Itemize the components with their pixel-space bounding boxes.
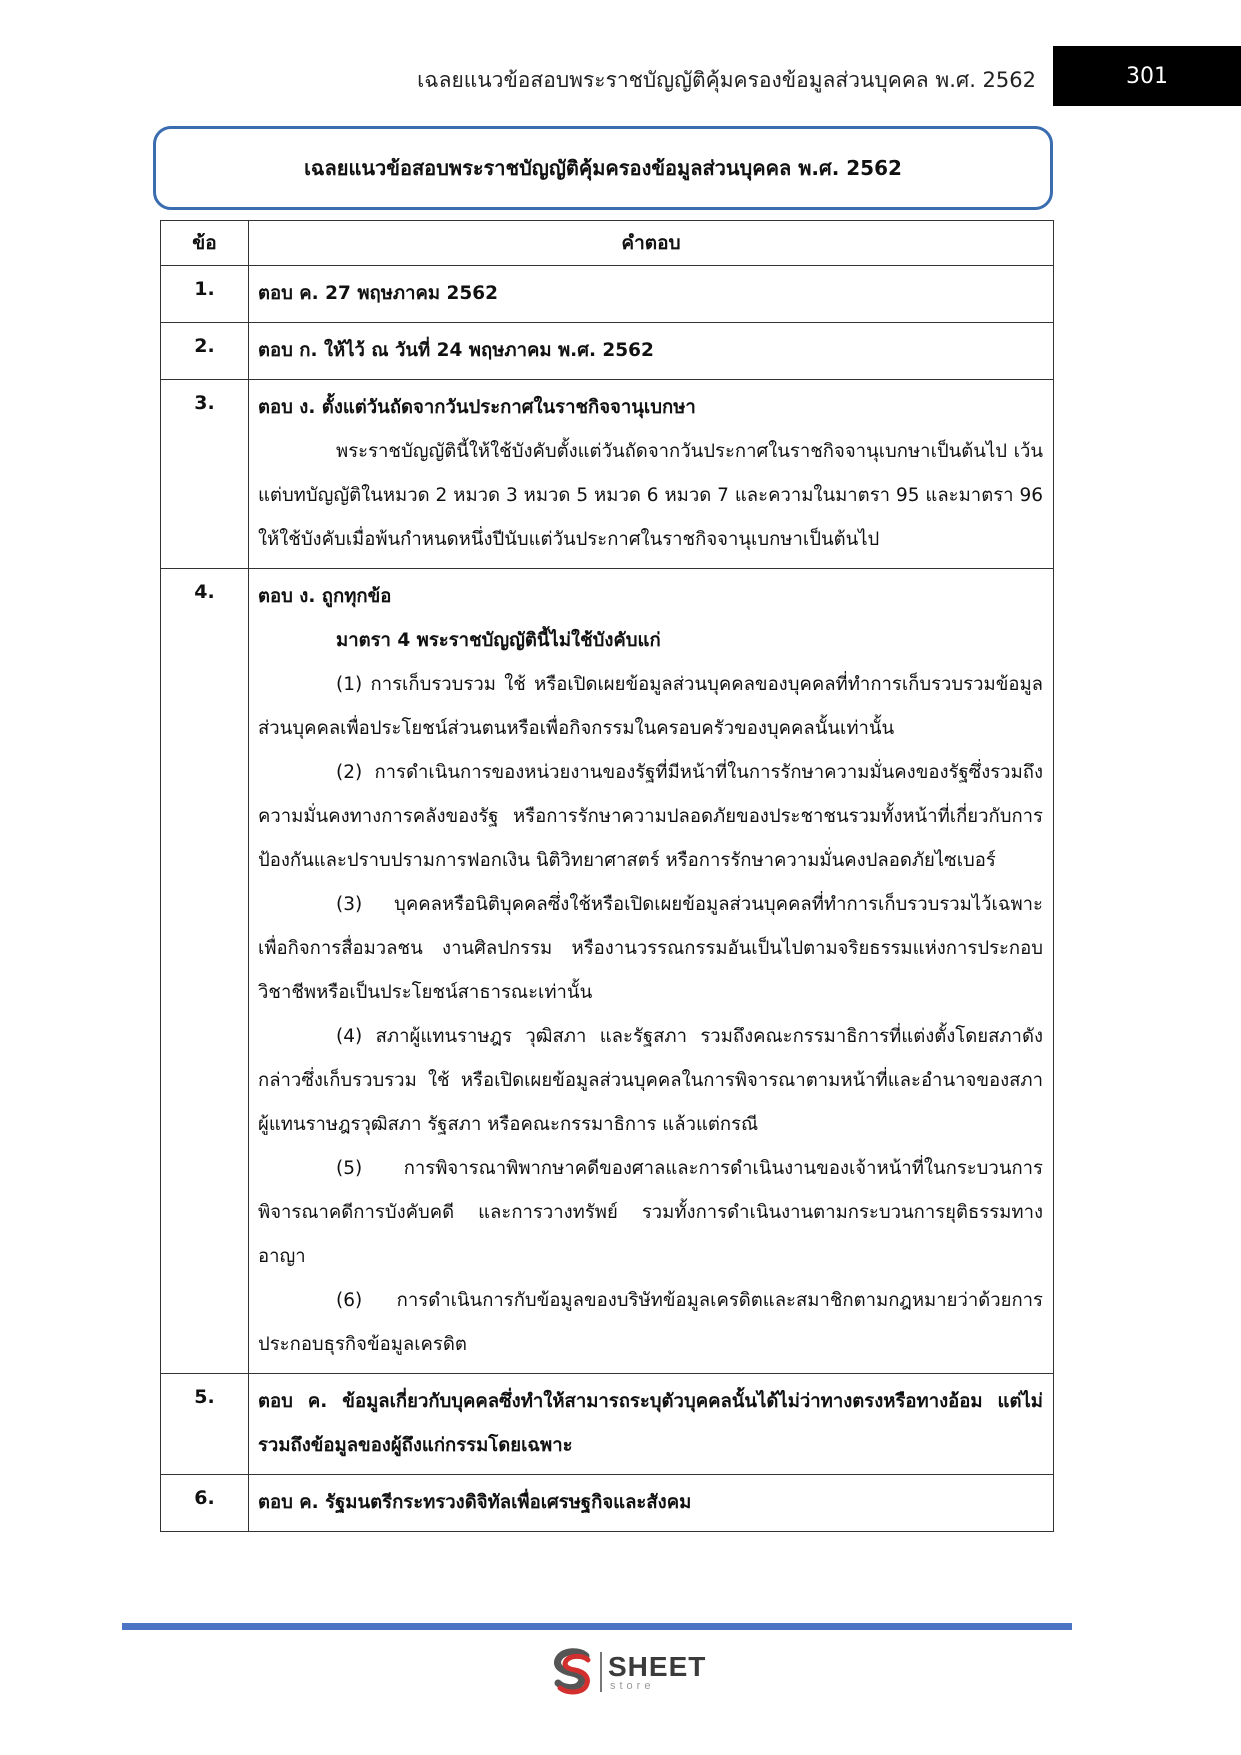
answer-cell <box>249 380 1054 569</box>
page-title: เฉลยแนวข้อสอบพระราชบัญญัติคุ้มครองข้อมูลส่วนบุคคล พ.ศ. 2562 <box>153 126 1053 210</box>
answer-cell <box>249 1475 1054 1532</box>
row-number: 3. <box>161 380 249 569</box>
table-row <box>161 266 1054 323</box>
list-item: (4) สภาผู้แทนราษฎร วุฒิสภา และรัฐสภา รวมถึงคณะกรรมาธิการที่แต่งตั้งโดยสภาดังกล่าวซึ่งเก็บรวบรวม ใช้ หรือเปิดเผยข้อมูลส่วนบุคคลในการพิจารณาตามหน้าที่และอำนาจของสภาผู้แทนราษฎรวุฒิสภา รัฐสภา หรือคณะกรรมาธิการ แล้วแต่กรณี <box>258 1026 1043 1135</box>
logo-separator <box>600 1652 602 1692</box>
list-item: (3) บุคคลหรือนิติบุคคลซึ่งใช้หรือเปิดเผยข้อมูลส่วนบุคคลที่ทำการเก็บรวบรวมไว้เฉพาะเพื่อกิจการสื่อมวลชน งานศิลปกรรม หรืองานวรรณกรรมอันเป็นไปตามจริยธรรมแห่งการประกอบวิชาชีพหรือเป็นประโยชน์สาธารณะเท่านั้น <box>258 894 1043 1003</box>
brand-logo <box>550 1648 706 1696</box>
list-item: (2) การดำเนินการของหน่วยงานของรัฐที่มีหน้าที่ในการรักษาความมั่นคงของรัฐซึ่งรวมถึงความมั่นคงทางการคลังของรัฐ หรือการรักษาความปลอดภัยของประชาชนรวมทั้งหน้าที่เกี่ยวกับการป้องกันและปราบปรามการฟอกเงิน นิติวิทยาศาสตร์ หรือการรักษาความมั่นคงปลอดภัยไซเบอร์ <box>258 762 1043 871</box>
answer-table <box>160 220 1054 1532</box>
answer-text: ตอบ ง. ถูกทุกข้อ <box>258 586 392 607</box>
section-heading: มาตรา 4 พระราชบัญญัตินี้ไม่ใช้บังคับแก่ <box>336 630 661 651</box>
table-row <box>161 569 1054 1374</box>
sheet-store-logo-icon <box>550 1648 596 1696</box>
answer-text: ตอบ ก. ให้ไว้ ณ วันที่ 24 พฤษภาคม พ.ศ. 2562 <box>258 340 654 361</box>
logo-word: SHEET <box>608 1650 707 1682</box>
page-number: 301 <box>1053 46 1241 106</box>
answer-text: ตอบ ค. ข้อมูลเกี่ยวกับบุคคลซึ่งทำให้สามารถระบุตัวบุคคลนั้นได้ไม่ว่าทางตรงหรือทางอ้อม แต่ไม่รวมถึงข้อมูลของผู้ถึงแก่กรรมโดยเฉพาะ <box>258 1391 1043 1456</box>
answer-detail: พระราชบัญญัตินี้ให้ใช้บังคับตั้งแต่วันถัดจากวันประกาศในราชกิจจานุเบกษาเป็นต้นไป เว้นแต่บทบัญญัติในหมวด 2 หมวด 3 หมวด 5 หมวด 6 หมวด 7 และความในมาตรา 95 และมาตรา 96 ให้ใช้บังคับเมื่อพ้นกำหนดหนึ่งปีนับแต่วันประกาศในราชกิจจานุเบกษาเป็นต้นไป <box>258 441 1043 550</box>
answer-cell <box>249 323 1054 380</box>
col-header-answer: คำตอบ <box>249 221 1054 266</box>
answer-text: ตอบ ง. ตั้งแต่วันถัดจากวันประกาศในราชกิจจานุเบกษา <box>258 397 696 418</box>
row-number: 5. <box>161 1374 249 1475</box>
col-header-no: ข้อ <box>161 221 249 266</box>
row-number: 6. <box>161 1475 249 1532</box>
list-item: (1) การเก็บรวบรวม ใช้ หรือเปิดเผยข้อมูลส่วนบุคคลของบุคคลที่ทำการเก็บรวบรวมข้อมูลส่วนบุคคลเพื่อประโยชน์ส่วนตนหรือเพื่อกิจกรรมในครอบครัวของบุคคลนั้นเท่านั้น <box>258 674 1043 739</box>
table-row <box>161 380 1054 569</box>
table-header-row <box>161 221 1054 266</box>
running-title: เฉลยแนวข้อสอบพระราชบัญญัติคุ้มครองข้อมูลส่วนบุคคล พ.ศ. 2562 <box>417 68 1036 92</box>
row-number: 1. <box>161 266 249 323</box>
answer-cell <box>249 266 1054 323</box>
answer-text: ตอบ ค. รัฐมนตรีกระทรวงดิจิทัลเพื่อเศรษฐกิจและสังคม <box>258 1492 692 1513</box>
table-row <box>161 323 1054 380</box>
list-item: (5) การพิจารณาพิพากษาคดีของศาลและการดำเนินงานของเจ้าหน้าที่ในกระบวนการพิจารณาคดีการบังคับคดี และการวางทรัพย์ รวมทั้งการดำเนินงานตามกระบวนการยุติธรรมทางอาญา <box>258 1158 1043 1267</box>
row-number: 4. <box>161 569 249 1374</box>
answer-cell <box>249 569 1054 1374</box>
table-row <box>161 1475 1054 1532</box>
footer-divider <box>122 1623 1072 1630</box>
list-item: (6) การดำเนินการกับข้อมูลของบริษัทข้อมูลเครดิตและสมาชิกตามกฎหมายว่าด้วยการประกอบธุรกิจข้อมูลเครดิต <box>258 1290 1043 1355</box>
table-row <box>161 1374 1054 1475</box>
answer-text: ตอบ ค. 27 พฤษภาคม 2562 <box>258 283 499 304</box>
logo-text <box>608 1650 707 1692</box>
logo-subword: store <box>610 1679 655 1692</box>
answer-cell <box>249 1374 1054 1475</box>
row-number: 2. <box>161 323 249 380</box>
